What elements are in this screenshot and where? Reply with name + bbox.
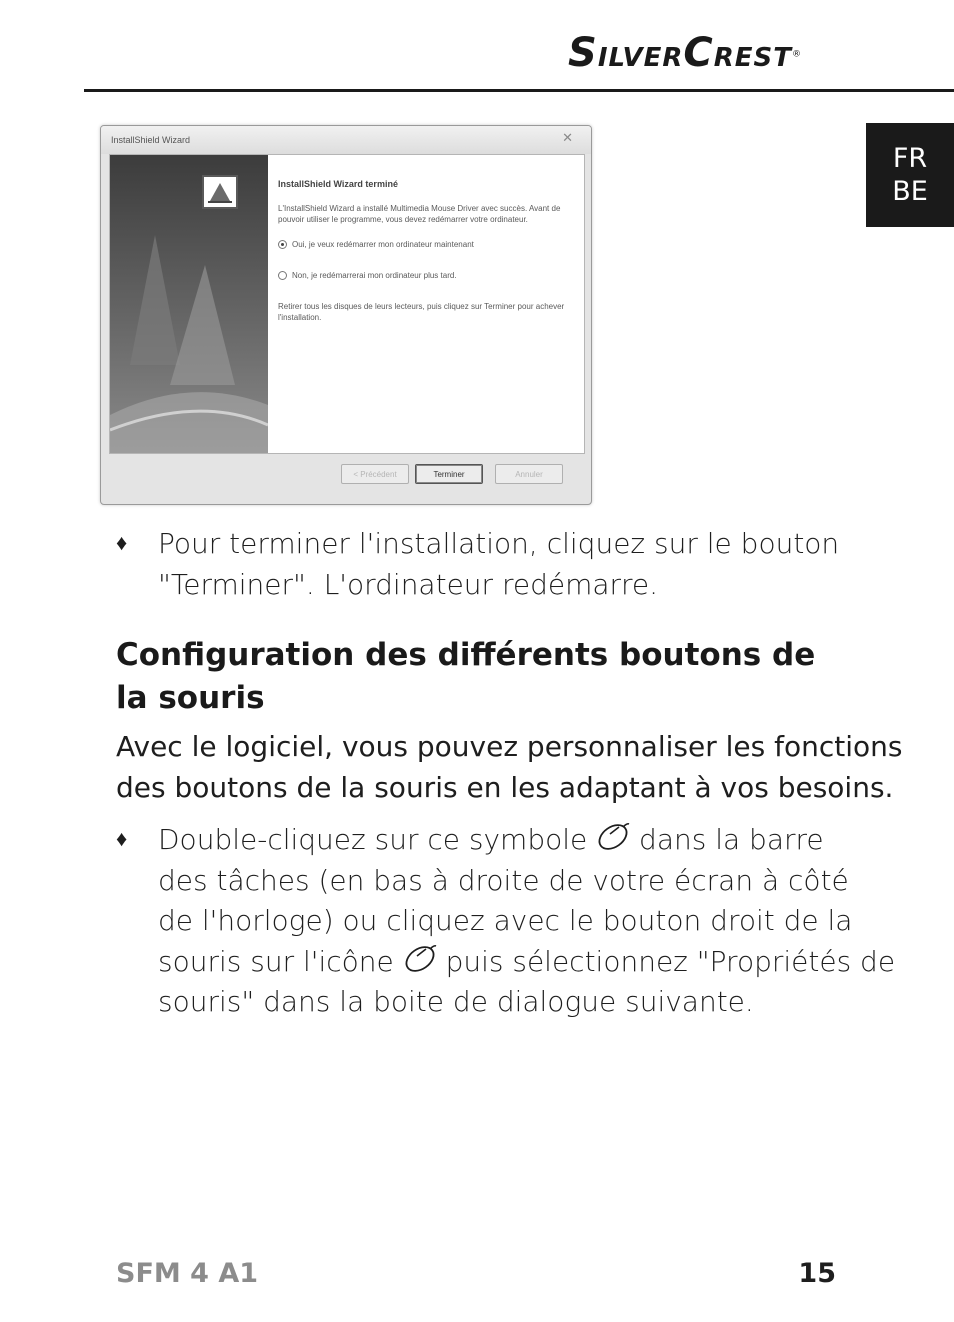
language-tab xyxy=(866,123,954,227)
mouse-icon xyxy=(403,944,437,974)
radio-restart-later[interactable] xyxy=(278,270,573,281)
intro-paragraph xyxy=(116,726,903,808)
header-rule xyxy=(84,89,954,92)
wizard-content xyxy=(278,179,573,337)
instruction-line4-start: souris sur l'icône xyxy=(158,944,394,978)
instruction-open-properties xyxy=(116,820,896,1030)
radio-unselected-icon[interactable] xyxy=(278,271,287,280)
footer-model-number: SFM 4 A1 xyxy=(116,1258,259,1289)
instruction-finish-line2: "Terminer". L'ordinateur redémarre. xyxy=(158,567,659,601)
instruction-line3: de l'horloge) ou cliquez avec le bouton droit de la xyxy=(158,904,853,937)
close-icon[interactable]: ✕ xyxy=(562,130,573,145)
instruction-line4-end: puis sélectionnez "Propriétés de xyxy=(445,944,896,978)
installshield-wizard-screenshot xyxy=(100,125,592,505)
language-code-fr: FR xyxy=(892,143,928,174)
language-code-be: BE xyxy=(892,176,928,207)
footer-page-number: 15 xyxy=(798,1258,836,1289)
section-heading-line2: la souris xyxy=(116,680,265,716)
section-heading-line1: Configuration des différents boutons de xyxy=(116,637,816,673)
instruction-line4 xyxy=(158,942,896,983)
wizard-heading: InstallShield Wizard terminé xyxy=(278,179,398,189)
bullet-diamond-icon: ♦ xyxy=(116,827,128,852)
installshield-logo-icon xyxy=(202,175,238,209)
wizard-note: Retirer tous les disques de leurs lecteurs, puis cliquez sur Terminer pour achever l'installation. xyxy=(278,302,565,322)
instruction-line1-start: Double-cliquez sur ce symbole xyxy=(158,823,588,856)
intro-line2: des boutons de la souris en les adaptant à vos besoins. xyxy=(116,771,894,804)
brand-logo: SILVERCREST® xyxy=(568,30,802,76)
radio-restart-later-label: Non, je redémarrerai mon ordinateur plus tard. xyxy=(292,271,457,280)
section-heading xyxy=(116,634,836,720)
wizard-window-title: InstallShield Wizard xyxy=(111,135,191,145)
wizard-button-row xyxy=(101,464,591,486)
back-button[interactable]: < Précédent xyxy=(341,464,409,484)
instruction-line5: souris" dans la boite de dialogue suivante. xyxy=(158,985,754,1018)
cancel-button[interactable]: Annuler xyxy=(495,464,563,484)
instruction-finish xyxy=(116,524,840,614)
instruction-line1 xyxy=(158,820,838,861)
intro-line1: Avec le logiciel, vous pouvez personnaliser les fonctions xyxy=(116,730,903,763)
radio-restart-now[interactable] xyxy=(278,239,573,250)
instruction-line2: des tâches (en bas à droite de votre écran à côté xyxy=(158,863,849,897)
instruction-line1-end: dans la barre xyxy=(639,823,824,856)
wizard-titlebar xyxy=(101,126,591,154)
wizard-message: L'InstallShield Wizard a installé Multimedia Mouse Driver avec succès. Avant de pouvoir utiliser le programme, vous devez redémarrer votre ordinateur. xyxy=(278,204,561,224)
wizard-side-banner xyxy=(110,155,268,453)
mouse-icon xyxy=(596,822,630,852)
radio-selected-icon[interactable] xyxy=(278,240,287,249)
bullet-diamond-icon: ♦ xyxy=(116,531,128,556)
radio-restart-now-label: Oui, je veux redémarrer mon ordinateur maintenant xyxy=(292,240,474,249)
finish-button[interactable]: Terminer xyxy=(415,464,483,484)
instruction-finish-line1: Pour terminer l'installation, cliquez sur le bouton xyxy=(158,527,840,560)
wizard-body xyxy=(109,154,585,454)
